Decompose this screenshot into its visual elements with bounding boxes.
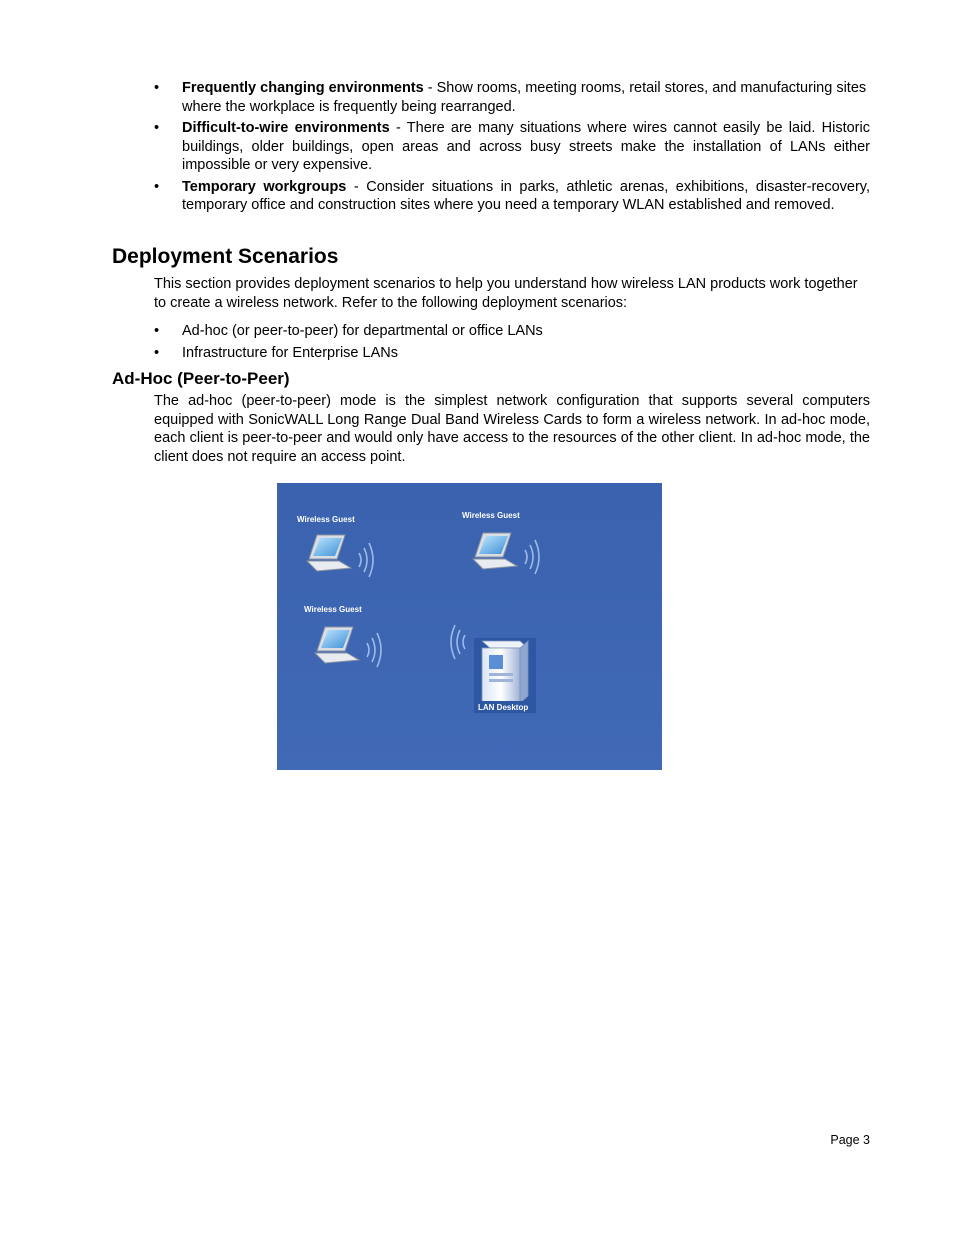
list-item-text: - Consider situations in parks, athletic arenas, exhibitions, disaster-recovery, temporary office and construction sites where you need a temporary WLAN established and removed. [182,178,870,213]
list-item [154,178,870,215]
guest-label-1: Wireless Guest [297,515,355,524]
list-item-text: - Show rooms, meeting rooms, retail stores, and manufacturing sites where the workplace is frequently being rearranged. [182,80,867,115]
bullet-list-scenarios [154,322,870,365]
bullet-list-environments [154,79,870,218]
bullet-dot: • [154,80,160,96]
bullet-dot: • [154,323,160,339]
section-heading: Deployment Scenarios [112,245,339,268]
guest-label-3: Wireless Guest [304,605,362,614]
adhoc-diagram [277,483,662,770]
list-item [154,322,870,341]
desktop-label: LAN Desktop [478,703,529,712]
adhoc-diagram-svg [277,483,662,770]
list-item [154,119,870,175]
bullet-dot: • [154,120,160,136]
list-item-text: - There are many situations where wires cannot easily be laid. Historic buildings, older buildings, open areas and across busy streets make the installation of LANs either impossible or very expensive. [182,120,870,173]
guest-label-2: Wireless Guest [462,511,520,520]
bullet-dot: • [154,178,160,195]
page-number: Page 3 [830,1133,870,1147]
subsection-heading: Ad-Hoc (Peer-to-Peer) [112,369,290,388]
list-item-text: Infrastructure for Enterprise LANs [182,344,398,361]
bullet-dot: • [154,344,160,361]
list-item-text: Ad-hoc (or peer-to-peer) for departmental or office LANs [182,323,543,339]
subsection-body: The ad-hoc (peer-to-peer) mode is the simplest network configuration that supports several computers equipped with SonicWALL Long Range Dual Band Wireless Cards to form a wireless network. In ad-hoc mode, each client is peer-to-peer and would only have access to the resources of the other client. In ad-hoc mode, the client does not require an access point. [154,393,870,465]
list-item-term: Difficult-to-wire environments [182,120,390,136]
diagram-background [277,483,662,770]
list-item-term: Frequently changing environments [182,80,424,96]
list-item [154,344,870,363]
section-intro: This section provides deployment scenarios to help you understand how wireless LAN products work together to create a wireless network. Refer to the following deployment scenarios: [154,276,858,311]
list-item [154,79,870,116]
list-item-term: Temporary workgroups [182,178,347,195]
